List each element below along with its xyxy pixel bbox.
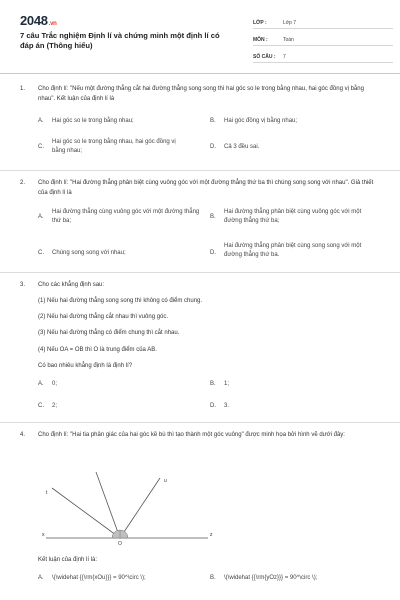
option-letter: A. <box>38 214 44 220</box>
label-z: z <box>210 532 213 538</box>
label-t: t <box>46 490 48 496</box>
option-letter: A. <box>38 381 44 387</box>
meta-value: Toán <box>283 37 294 43</box>
meta-value: Lớp 7 <box>283 20 297 26</box>
option-letter: B. <box>210 381 216 387</box>
statement-3: (3) Nếu hai đường thẳng có điểm chung thì cắt nhau. <box>38 330 180 336</box>
logo-suffix: .vn <box>48 21 57 27</box>
question-separator <box>0 170 400 171</box>
meta-value: 7 <box>283 54 286 60</box>
question-4 <box>20 430 382 600</box>
site-logo[interactable] <box>20 13 57 28</box>
question-separator <box>0 272 400 273</box>
question-separator <box>0 422 400 423</box>
question-text: Cho các khẳng định sau: <box>38 282 105 288</box>
option-letter: D. <box>210 250 216 256</box>
statement-4: (4) Nếu OA = OB thì O là trung điểm của AB. <box>38 347 157 353</box>
page-title: 7 câu Trắc nghiệm Định lí và chứng minh một định lí có đáp án (Thông hiểu) <box>20 31 220 50</box>
option-text: 0; <box>52 381 58 387</box>
question-2 <box>20 178 382 274</box>
meta-row-class <box>253 17 393 29</box>
statement-2: (2) Nếu hai đường thẳng cắt nhau thì vuông góc. <box>38 314 169 320</box>
meta-label: LỚP : <box>253 20 267 26</box>
question-number: 4. <box>20 432 26 438</box>
option-letter: C. <box>38 403 44 409</box>
ray-oz <box>96 472 120 538</box>
angle-figure <box>38 466 218 546</box>
question-number: 2. <box>20 180 26 186</box>
meta-row-count <box>253 51 393 63</box>
header-divider <box>0 73 400 74</box>
ray-ot <box>52 488 120 538</box>
meta-box <box>253 17 393 68</box>
option-text: Hai đường thẳng phân biệt cùng vuông góc với một đường thẳng thứ ba; <box>224 209 362 224</box>
option-text: 2; <box>52 403 58 409</box>
option-text: Cả 3 đều sai. <box>224 144 260 150</box>
option-letter: C. <box>38 250 44 256</box>
option-text: Hai đường thẳng phân biệt cùng song song với một đường thẳng thứ ba. <box>224 243 362 258</box>
question-number: 1. <box>20 86 26 92</box>
label-o: O <box>118 541 122 546</box>
question-3 <box>20 280 382 420</box>
option-letter: D. <box>210 144 216 150</box>
label-u: u <box>164 478 167 484</box>
option-letter: C. <box>38 144 44 150</box>
logo-text: 2048 <box>20 13 48 28</box>
option-text: 3. <box>224 403 230 409</box>
option-text: Hai góc so le trong bằng nhau; <box>52 118 134 124</box>
statement-1: (1) Nếu hai đường thẳng song song thì không có điểm chung. <box>38 298 203 304</box>
meta-label: MÔN : <box>253 37 268 43</box>
option-text: 1; <box>224 381 230 387</box>
question-text: Cho định lí: "Hai tia phân giác của hai góc kề bù thì tạo thành một góc vuông" được minh họa bởi hình vẽ dưới đây: <box>38 432 345 438</box>
document-header <box>0 0 400 70</box>
option-letter: A. <box>38 575 44 581</box>
question-number: 3. <box>20 282 26 288</box>
question-prompt: Kết luận của định lí là: <box>38 557 98 563</box>
option-letter: B. <box>210 575 216 581</box>
option-text: Chúng song song với nhau; <box>52 250 126 256</box>
option-text: Hai góc đồng vị bằng nhau; <box>224 118 298 124</box>
meta-label: SỐ CÂU : <box>253 54 276 60</box>
question-prompt: Có bao nhiêu khẳng định là định lí? <box>38 363 133 369</box>
option-letter: B. <box>210 118 216 124</box>
meta-row-subject <box>253 34 393 46</box>
option-letter: D. <box>210 403 216 409</box>
question-text: Cho định lí: "Nếu một đường thẳng cắt hai đường thẳng song song thì hai góc so le trong bằng nhau, hai góc đồng vị bằng nhau". Kết luận của định lí là <box>38 86 364 102</box>
option-text: \(\widehat {{\rm{yOz}}} = 90^\circ \); <box>224 575 318 581</box>
question-1 <box>20 84 382 164</box>
label-x: x <box>42 532 45 538</box>
option-text: Hai đường thẳng cùng vuông góc với một đường thẳng thứ ba; <box>52 209 200 224</box>
question-text: Cho định lí: "Hai đường thẳng phân biệt cùng vuông góc với một đường thẳng thứ ba thì chúng song song với nhau". Giả thiết của định lí là <box>38 180 374 196</box>
option-letter: B. <box>210 214 216 220</box>
option-text: Hai góc so le trong bằng nhau, hai góc đồng vị bằng nhau; <box>52 139 176 154</box>
ray-ou <box>120 478 160 538</box>
option-text: \(\widehat {{\rm{xOu}}} = 90^\circ \); <box>52 575 146 581</box>
option-letter: A. <box>38 118 44 124</box>
